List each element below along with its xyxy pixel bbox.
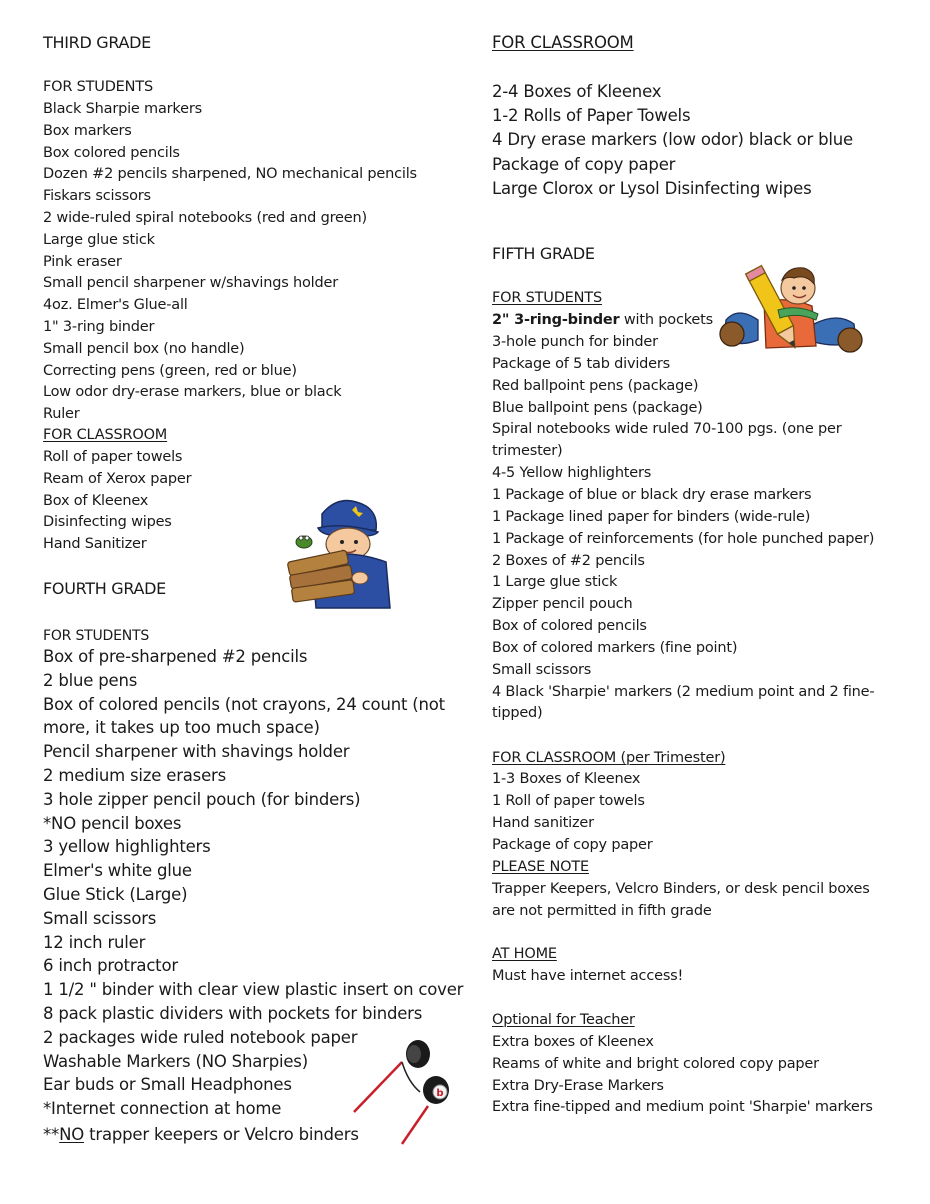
- third-student-item: Fiskars scissors: [43, 188, 151, 205]
- third-students-heading: FOR STUDENTS: [43, 79, 153, 95]
- fourth-student-item: Small scissors: [43, 908, 157, 928]
- fifth-grade-title: FIFTH GRADE: [492, 244, 595, 263]
- fifth-student-item: Blue ballpoint pens (package): [492, 399, 703, 416]
- third-classroom-heading: FOR CLASSROOM: [43, 427, 168, 443]
- fourth-student-item: 3 hole zipper pencil pouch (for binders): [43, 789, 361, 809]
- fifth-student-item: 1 Large glue stick: [492, 574, 618, 591]
- fourth-grade-title: FOURTH GRADE: [43, 579, 166, 598]
- optional-item: Extra Dry-Erase Markers: [492, 1077, 664, 1094]
- third-student-item: 2 wide-ruled spiral notebooks (red and green): [43, 210, 367, 226]
- fifth-student-item: Zipper pencil pouch: [492, 596, 633, 613]
- third-student-item: Pink eraser: [43, 253, 122, 270]
- fifth-student-item: Red ballpoint pens (package): [492, 377, 699, 394]
- fifth-students-heading: FOR STUDENTS: [492, 290, 602, 306]
- at-home-heading: AT HOME: [492, 946, 557, 962]
- fourth-last-item: **NO trapper keepers or Velcro binders: [43, 1125, 359, 1144]
- third-classroom-item: Roll of paper towels: [43, 449, 183, 465]
- classroom-top-item: 1-2 Rolls of Paper Towels: [492, 106, 691, 126]
- fourth-student-item: Box of colored pencils (not crayons, 24 count (not: [43, 694, 445, 714]
- fourth-student-item: 1 1/2 " binder with clear view plastic insert on cover: [43, 980, 464, 1000]
- classroom-top-item: Large Clorox or Lysol Disinfecting wipes: [492, 178, 812, 198]
- svg-text:b: b: [436, 1088, 444, 1099]
- fourth-student-item: *NO pencil boxes: [43, 813, 182, 833]
- optional-item: Extra boxes of Kleenex: [492, 1034, 654, 1050]
- third-student-item: 1" 3-ring binder: [43, 319, 155, 335]
- classroom-top-heading: FOR CLASSROOM: [492, 33, 634, 52]
- fifth-student-item: Package of 5 tab dividers: [492, 355, 670, 372]
- fifth-student-item: 2 Boxes of #2 pencils: [492, 552, 645, 569]
- third-student-item: Box colored pencils: [43, 144, 180, 161]
- please-note-heading: PLEASE NOTE: [492, 859, 589, 875]
- fifth-student-item: Box of colored markers (fine point): [492, 639, 738, 656]
- fourth-student-item: 3 yellow highlighters: [43, 837, 211, 857]
- fifth-classroom-heading: FOR CLASSROOM (per Trimester): [492, 750, 726, 766]
- fifth-student-item: trimester): [492, 443, 563, 460]
- fourth-student-item: Glue Stick (Large): [43, 885, 188, 904]
- fourth-student-item: 2 packages wide ruled notebook paper: [43, 1027, 358, 1047]
- boy-hugging-pencil-clipart: [718, 262, 866, 362]
- classroom-top-item: Package of copy paper: [492, 154, 676, 174]
- fourth-student-item: Elmer's white glue: [43, 861, 192, 881]
- fifth-student-item: 1 Package of blue or black dry erase markers: [492, 486, 812, 503]
- earbuds-icon: [348, 1032, 456, 1146]
- fifth-student-item: 3-hole punch for binder: [492, 334, 658, 350]
- fifth-student-item: Small scissors: [492, 661, 592, 678]
- classroom-top-item: 4 Dry erase markers (low odor) black or blue: [492, 130, 854, 150]
- third-student-item: Small pencil sharpener w/shavings holder: [43, 275, 338, 292]
- third-grade-title: THIRD GRADE: [43, 33, 151, 52]
- fifth-student-item: 1 Package lined paper for binders (wide-rule): [492, 508, 811, 525]
- fifth-classroom-item: 1-3 Boxes of Kleenex: [492, 771, 641, 787]
- third-classroom-item: Disinfecting wipes: [43, 514, 172, 531]
- fourth-student-item: 12 inch ruler: [43, 932, 146, 952]
- third-student-item: Ruler: [43, 406, 80, 423]
- third-student-item: Low odor dry-erase markers, blue or black: [43, 384, 342, 401]
- fifth-student-item: Spiral notebooks wide ruled 70-100 pgs. (one per: [492, 421, 842, 438]
- third-student-item: Correcting pens (green, red or blue): [43, 362, 297, 379]
- fourth-student-item: 2 blue pens: [43, 670, 138, 690]
- fifth-student-item: 4 Black 'Sharpie' markers (2 medium point and 2 fine-: [492, 683, 875, 700]
- fourth-student-item: *Internet connection at home: [43, 1099, 282, 1119]
- fourth-student-item: 8 pack plastic dividers with pockets for binders: [43, 1004, 423, 1023]
- third-student-item: 4oz. Elmer's Glue-all: [43, 297, 188, 314]
- third-classroom-item: Ream of Xerox paper: [43, 470, 192, 487]
- fifth-student-item: 1 Package of reinforcements (for hole punched paper): [492, 530, 875, 547]
- third-student-item: Large glue stick: [43, 231, 155, 248]
- at-home-text: Must have internet access!: [492, 968, 684, 984]
- third-student-item: Box markers: [43, 122, 132, 139]
- optional-item: Extra fine-tipped and medium point 'Sharpie' markers: [492, 1099, 873, 1116]
- please-note-line-item: are not permitted in fifth grade: [492, 903, 712, 919]
- fifth-student-item: Box of colored pencils: [492, 618, 647, 635]
- fifth-classroom-item: Hand sanitizer: [492, 815, 594, 831]
- third-classroom-item: Box of Kleenex: [43, 492, 149, 509]
- fifth-classroom-item: Package of copy paper: [492, 837, 653, 853]
- fourth-student-item: Washable Markers (NO Sharpies): [43, 1051, 308, 1071]
- boy-carrying-books-clipart: [282, 492, 398, 610]
- fourth-student-item: Pencil sharpener with shavings holder: [43, 742, 350, 762]
- third-student-item: Dozen #2 pencils sharpened, NO mechanical pencils: [43, 166, 417, 183]
- fourth-student-item: 6 inch protractor: [43, 956, 178, 976]
- fourth-students-heading: FOR STUDENTS: [43, 628, 150, 644]
- fourth-student-item: 2 medium size erasers: [43, 766, 227, 785]
- fourth-student-item: more, it takes up too much space): [43, 718, 320, 738]
- fifth-student-item: tipped): [492, 705, 543, 722]
- third-classroom-item: Hand Sanitizer: [43, 536, 147, 553]
- fourth-student-item: Ear buds or Small Headphones: [43, 1075, 292, 1095]
- third-student-item: Small pencil box (no handle): [43, 340, 245, 357]
- classroom-top-item: 2-4 Boxes of Kleenex: [492, 82, 662, 101]
- fourth-student-item: Box of pre-sharpened #2 pencils: [43, 647, 308, 666]
- optional-heading: Optional for Teacher: [492, 1012, 635, 1028]
- optional-item: Reams of white and bright colored copy paper: [492, 1055, 819, 1072]
- please-note-line-item: Trapper Keepers, Velcro Binders, or desk pencil boxes: [492, 881, 870, 897]
- third-student-item: Black Sharpie markers: [43, 101, 202, 117]
- fifth-student-item: 4-5 Yellow highlighters: [492, 465, 652, 482]
- fifth-binder-item: 2" 3-ring-binder with pockets: [492, 312, 713, 328]
- fifth-classroom-item: 1 Roll of paper towels: [492, 793, 645, 809]
